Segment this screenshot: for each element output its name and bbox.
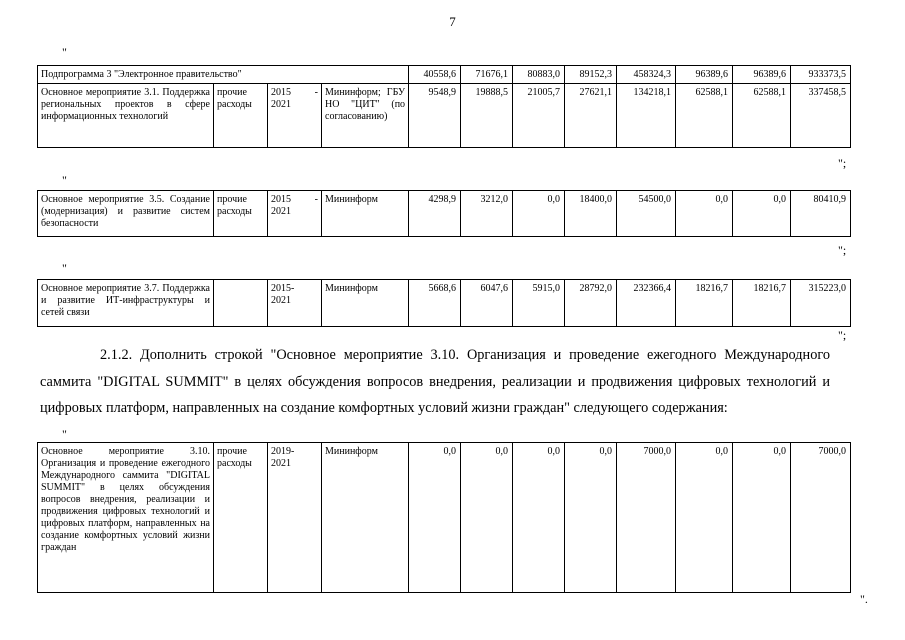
year-end: 2021 [271,206,291,217]
value-cell: 28792,0 [565,280,617,327]
value-cell: 96389,6 [676,66,733,84]
value-cell: 315223,0 [791,280,851,327]
value-cell: 232366,4 [617,280,676,327]
year-end: 2021 [271,458,291,469]
value-cell: 337458,5 [791,84,851,148]
open-quote: " [62,173,67,187]
year-end: 2021 [271,99,291,110]
value-cell: 54500,0 [617,191,676,237]
paragraph-text: 2.1.2. Дополнить строкой "Основное мероприятие 3.10. Организация и проведение ежегодного Международного саммита "DIGITAL SUMMIT" в целях обсуждения вопросов внедрения, реализации и продвижения цифровых технологий и цифровых платформ, направленных на создание комфортных условий жизни граждан" следующего содержания: [40,347,830,416]
value-cell: 96389,6 [733,66,791,84]
years [268,191,322,237]
value-cell: 6047,6 [461,280,513,327]
value-cell: 27621,1 [565,84,617,148]
value-cell: 0,0 [513,443,565,593]
value-cell: 9548,9 [409,84,461,148]
activity-name: Основное мероприятие 3.10. Организация и проведение ежегодного Международного саммита "DIGITAL SUMMIT" в целях обсуждения вопросов внедрения, реализации и продвижения цифровых технологий и цифровых платформ, направленных на создание комфортных условий жизни граждан [38,443,214,593]
value-cell: 0,0 [409,443,461,593]
value-cell: 18216,7 [733,280,791,327]
value-cell: 5668,6 [409,280,461,327]
close-quote: "; [838,328,847,342]
expense-type [214,280,268,327]
value-cell: 0,0 [676,191,733,237]
year-range: 2015- [271,283,295,294]
year-end: 2021 [271,295,291,306]
activity-name: Основное мероприятие 3.1. Поддержка региональных проектов в сфере информационных технологий [38,84,214,148]
year-dash: - [314,87,318,98]
expense-type: прочие расходы [214,84,268,148]
table-row [38,443,851,593]
year-start: 2015 [271,194,291,205]
value-cell: 5915,0 [513,280,565,327]
activity-name: Основное мероприятие 3.7. Поддержка и развитие ИТ-инфраструктуры и сетей связи [38,280,214,327]
table-activity-3-5 [37,190,851,237]
program-title: Подпрограмма 3 "Электронное правительство" [38,66,409,84]
close-quote: "; [838,156,847,170]
value-cell: 7000,0 [791,443,851,593]
value-cell: 62588,1 [676,84,733,148]
value-cell: 40558,6 [409,66,461,84]
value-cell: 0,0 [676,443,733,593]
years [268,443,322,593]
value-cell: 21005,7 [513,84,565,148]
executor: Мининформ [322,280,409,327]
year-range: 2019- [271,446,295,457]
value-cell: 62588,1 [733,84,791,148]
value-cell: 89152,3 [565,66,617,84]
year-dash: - [314,194,318,205]
value-cell: 0,0 [733,443,791,593]
close-quote: "; [838,243,847,257]
table-subprogram-3 [37,65,851,148]
value-cell: 458324,3 [617,66,676,84]
page-number: 7 [449,14,456,29]
value-cell: 80410,9 [791,191,851,237]
open-quote: " [62,45,67,59]
value-cell: 0,0 [513,191,565,237]
value-cell: 71676,1 [461,66,513,84]
value-cell: 0,0 [461,443,513,593]
executor: Мининформ [322,443,409,593]
years [268,84,322,148]
value-cell: 134218,1 [617,84,676,148]
table-row [38,191,851,237]
table-activity-3-7 [37,279,851,327]
value-cell: 0,0 [733,191,791,237]
value-cell: 0,0 [565,443,617,593]
value-cell: 18400,0 [565,191,617,237]
table-activity-3-10 [37,442,851,593]
value-cell: 4298,9 [409,191,461,237]
close-quote: ". [860,592,868,606]
value-cell: 80883,0 [513,66,565,84]
open-quote: " [62,427,67,441]
executor: Мининформ; ГБУ НО "ЦИТ" (по согласованию) [322,84,409,148]
value-cell: 7000,0 [617,443,676,593]
years [268,280,322,327]
executor: Мининформ [322,191,409,237]
expense-type: прочие расходы [214,191,268,237]
value-cell: 18216,7 [676,280,733,327]
activity-name: Основное мероприятие 3.5. Создание (модернизация) и развитие систем безопасности [38,191,214,237]
open-quote: " [62,261,67,275]
value-cell: 3212,0 [461,191,513,237]
year-start: 2015 [271,87,291,98]
expense-type: прочие расходы [214,443,268,593]
table-row [38,280,851,327]
table-row [38,66,851,84]
table-row [38,84,851,148]
value-cell: 19888,5 [461,84,513,148]
amendment-paragraph [40,342,830,422]
value-cell: 933373,5 [791,66,851,84]
